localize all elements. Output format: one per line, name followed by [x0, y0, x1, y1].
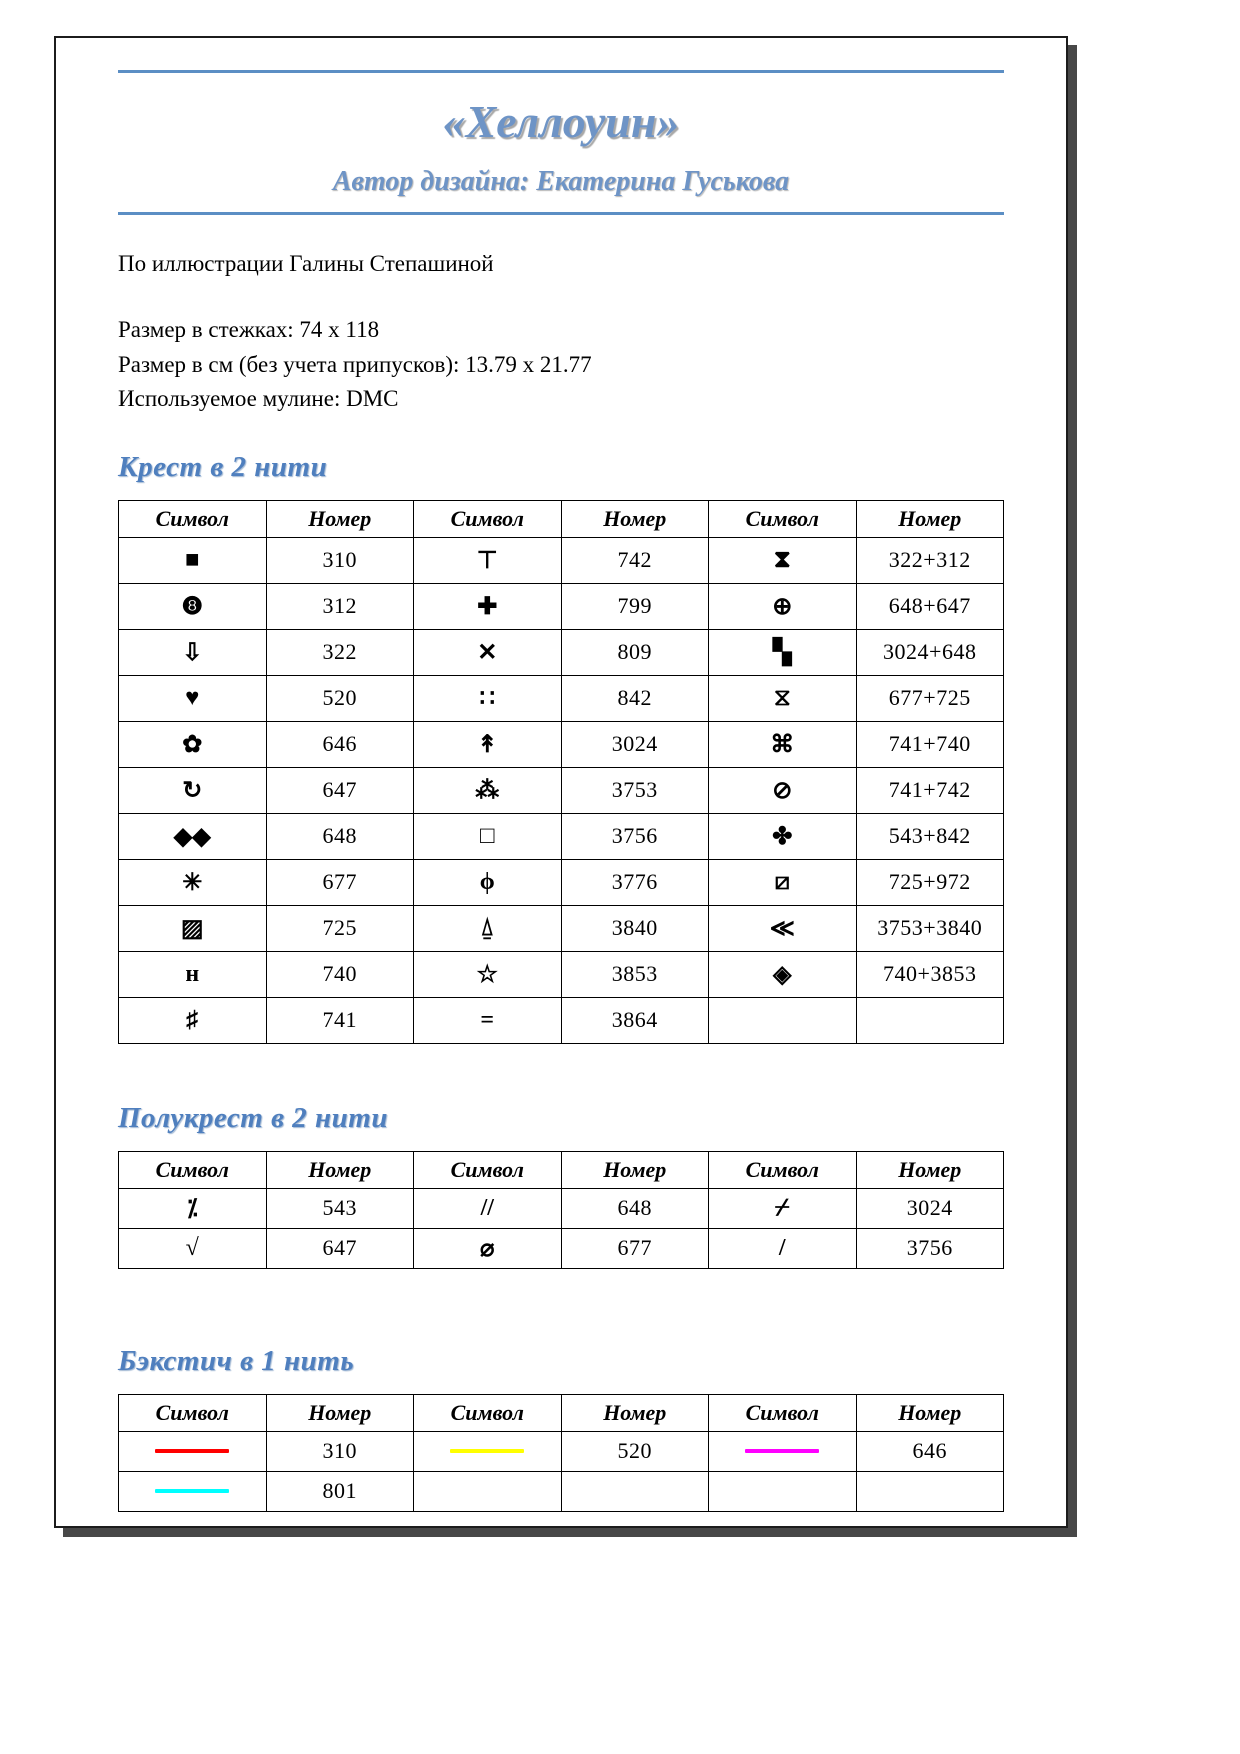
symbol-cell: ✕	[414, 629, 562, 675]
column-header: Символ	[709, 500, 857, 537]
header-divider	[118, 212, 1004, 215]
size-in-cm: Размер в см (без учета припусков): 13.79 x 21.77	[118, 351, 592, 377]
symbol-cell: //	[414, 1188, 562, 1228]
table-row	[119, 537, 1004, 583]
number-cell: 741+742	[856, 767, 1004, 813]
number-cell: 3776	[561, 859, 709, 905]
column-header: Символ	[414, 1394, 562, 1431]
symbol-cell: ♯	[119, 997, 267, 1043]
column-header: Номер	[856, 1151, 1004, 1188]
symbol-cell: ⌘	[709, 721, 857, 767]
number-cell: 648+647	[856, 583, 1004, 629]
number-cell: 725+972	[856, 859, 1004, 905]
number-cell: 742	[561, 537, 709, 583]
backstitch-line	[450, 1449, 524, 1453]
section-half-cross	[118, 1102, 1004, 1269]
number-cell: 543+842	[856, 813, 1004, 859]
number-cell: 741	[266, 997, 414, 1043]
number-cell: 725	[266, 905, 414, 951]
section-backstitch	[118, 1345, 1004, 1512]
table-row	[119, 1431, 1004, 1471]
number-cell: 740+3853	[856, 951, 1004, 997]
table-row	[119, 1188, 1004, 1228]
symbol-cell: ▨	[119, 905, 267, 951]
pattern-details	[118, 313, 1004, 417]
column-header: Номер	[856, 1394, 1004, 1431]
cross-stitch-key-table	[118, 500, 1004, 1044]
header-row	[119, 1151, 1004, 1188]
symbol-cell: ⧗	[709, 537, 857, 583]
floss-brand: Используемое мулине: DMC	[118, 386, 399, 411]
table-row	[119, 813, 1004, 859]
column-header: Символ	[119, 1394, 267, 1431]
table-row	[119, 629, 1004, 675]
number-cell: 3853	[561, 951, 709, 997]
table-row	[119, 1228, 1004, 1268]
column-header: Символ	[119, 500, 267, 537]
symbol-cell: ◈	[709, 951, 857, 997]
symbol-cell	[119, 1431, 267, 1471]
column-header: Номер	[561, 1151, 709, 1188]
number-cell: 520	[561, 1431, 709, 1471]
symbol-cell: √	[119, 1228, 267, 1268]
number-cell: 799	[561, 583, 709, 629]
number-cell: 3840	[561, 905, 709, 951]
number-cell: 520	[266, 675, 414, 721]
symbol-cell	[119, 1471, 267, 1511]
symbol-cell	[709, 1471, 857, 1511]
section-heading-backstitch: Бэкстич в 1 нить	[118, 1344, 355, 1377]
symbol-cell: ■	[119, 537, 267, 583]
number-cell	[856, 1471, 1004, 1511]
symbol-cell: ⁂	[414, 767, 562, 813]
symbol-cell: ✚	[414, 583, 562, 629]
table-row	[119, 721, 1004, 767]
number-cell: 3756	[856, 1228, 1004, 1268]
number-cell	[561, 1471, 709, 1511]
symbol-cell: ⌀	[414, 1228, 562, 1268]
number-cell: 677+725	[856, 675, 1004, 721]
symbol-cell: ⌿	[709, 1188, 857, 1228]
number-cell: 801	[266, 1471, 414, 1511]
symbol-cell: ✳	[119, 859, 267, 905]
symbol-cell: ⧖	[709, 675, 857, 721]
symbol-cell: =	[414, 997, 562, 1043]
symbol-cell: ⊕	[709, 583, 857, 629]
table-row	[119, 905, 1004, 951]
symbol-cell: ⁒	[119, 1188, 267, 1228]
symbol-cell: ⍙	[414, 905, 562, 951]
section-heading-half-cross: Полукрест в 2 нити	[118, 1101, 388, 1134]
symbol-cell: ✿	[119, 721, 267, 767]
page-frame	[54, 36, 1068, 1528]
number-cell: 809	[561, 629, 709, 675]
number-cell: 3024	[856, 1188, 1004, 1228]
column-header: Символ	[709, 1151, 857, 1188]
number-cell: 3756	[561, 813, 709, 859]
number-cell: 842	[561, 675, 709, 721]
page-content	[56, 38, 1066, 1512]
symbol-cell: ⇩	[119, 629, 267, 675]
symbol-cell: ϕ	[414, 859, 562, 905]
number-cell: 310	[266, 537, 414, 583]
number-cell: 3864	[561, 997, 709, 1043]
symbol-cell	[414, 1431, 562, 1471]
symbol-cell: ≪	[709, 905, 857, 951]
column-header: Номер	[561, 1394, 709, 1431]
number-cell: 647	[266, 1228, 414, 1268]
number-cell: 648	[561, 1188, 709, 1228]
number-cell: 647	[266, 767, 414, 813]
number-cell: 648	[266, 813, 414, 859]
number-cell: 646	[266, 721, 414, 767]
table-row	[119, 675, 1004, 721]
symbol-cell: ☆	[414, 951, 562, 997]
number-cell: 3024+648	[856, 629, 1004, 675]
symbol-cell: ◆◆	[119, 813, 267, 859]
backstitch-key-table	[118, 1394, 1004, 1512]
backstitch-line	[745, 1449, 819, 1453]
column-header: Символ	[119, 1151, 267, 1188]
header-row	[119, 500, 1004, 537]
number-cell: 677	[266, 859, 414, 905]
symbol-cell: ✤	[709, 813, 857, 859]
header-row	[119, 1394, 1004, 1431]
column-header: Номер	[856, 500, 1004, 537]
number-cell: 310	[266, 1431, 414, 1471]
table-row	[119, 997, 1004, 1043]
symbol-cell: ʜ	[119, 951, 267, 997]
table-row	[119, 951, 1004, 997]
symbol-cell: ∷	[414, 675, 562, 721]
symbol-cell: ▚	[709, 629, 857, 675]
section-cross-stitch	[118, 451, 1004, 1044]
column-header: Номер	[266, 500, 414, 537]
number-cell: 677	[561, 1228, 709, 1268]
backstitch-line	[155, 1489, 229, 1493]
number-cell: 543	[266, 1188, 414, 1228]
column-header: Символ	[709, 1394, 857, 1431]
page-title: «Хеллоуин»	[442, 96, 680, 147]
section-heading-cross: Крест в 2 нити	[118, 450, 328, 483]
page-subtitle: Автор дизайна: Екатерина Гуськова	[332, 166, 790, 197]
symbol-cell: ⊘	[709, 767, 857, 813]
number-cell: 322+312	[856, 537, 1004, 583]
number-cell	[856, 997, 1004, 1043]
number-cell: 3024	[561, 721, 709, 767]
number-cell: 741+740	[856, 721, 1004, 767]
backstitch-line	[155, 1449, 229, 1453]
symbol-cell: ⊤	[414, 537, 562, 583]
column-header: Символ	[414, 500, 562, 537]
symbol-cell: □	[414, 813, 562, 859]
symbol-cell: ⧄	[709, 859, 857, 905]
illustration-credit: По иллюстрации Галины Степашиной	[118, 251, 494, 276]
symbol-cell	[709, 997, 857, 1043]
number-cell: 3753+3840	[856, 905, 1004, 951]
symbol-cell	[414, 1471, 562, 1511]
symbol-cell: ↟	[414, 721, 562, 767]
column-header: Номер	[561, 500, 709, 537]
table-row	[119, 767, 1004, 813]
column-header: Номер	[266, 1394, 414, 1431]
size-in-stitches: Размер в стежках: 74 x 118	[118, 317, 380, 342]
number-cell: 3753	[561, 767, 709, 813]
symbol-cell: ↻	[119, 767, 267, 813]
number-cell: 312	[266, 583, 414, 629]
table-row	[119, 583, 1004, 629]
column-header: Номер	[266, 1151, 414, 1188]
table-row	[119, 1471, 1004, 1511]
symbol-cell: /	[709, 1228, 857, 1268]
column-header: Символ	[414, 1151, 562, 1188]
number-cell: 322	[266, 629, 414, 675]
symbol-cell	[709, 1431, 857, 1471]
top-divider	[118, 70, 1004, 73]
number-cell: 646	[856, 1431, 1004, 1471]
symbol-cell: ❽	[119, 583, 267, 629]
number-cell: 740	[266, 951, 414, 997]
table-row	[119, 859, 1004, 905]
symbol-cell: ♥	[119, 675, 267, 721]
half-cross-key-table	[118, 1151, 1004, 1269]
